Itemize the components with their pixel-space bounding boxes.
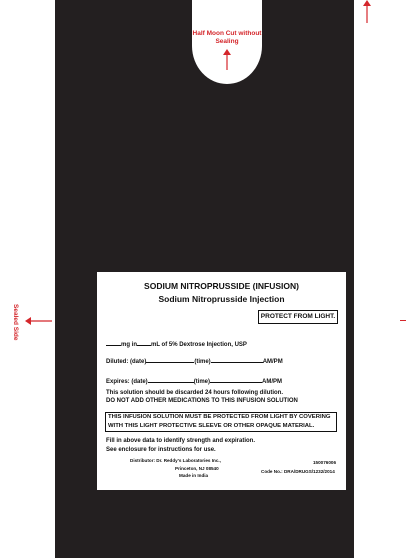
no-add-note: DO NOT ADD OTHER MEDICATIONS TO THIS INFUSION SOLUTION: [106, 398, 298, 404]
enclosure-note: See enclosure for instructions for use.: [106, 447, 216, 453]
dose-mg-blank: [106, 339, 121, 346]
expires-time-blank: [210, 376, 262, 383]
expires-line: [106, 376, 282, 385]
label-subtitle: Sodium Nitroprusside Injection: [158, 294, 285, 304]
item-code: 150076006: [313, 460, 336, 465]
left-arrow-icon: [25, 316, 53, 326]
dose-ml-blank: [137, 339, 151, 346]
instruction-label: [97, 272, 346, 490]
mg-in-text: mg in: [121, 342, 137, 348]
half-moon-note: Half Moon Cut without Sealing: [192, 30, 262, 45]
fill-note: Fill in above data to identify strength and expiration.: [106, 438, 256, 444]
light-warning-box: [105, 412, 337, 432]
corner-up-arrow-icon: [361, 0, 373, 24]
expires-text: Expires: (date): [106, 379, 148, 385]
warning-line-1: THIS INFUSION SOLUTION MUST BE PROTECTED FROM LIGHT BY COVERING: [108, 414, 331, 420]
diluted-line: [106, 356, 283, 365]
dose-line: [106, 339, 247, 348]
made-in-text: Made in India: [179, 473, 209, 478]
diluted-text: Diluted: (date): [106, 359, 147, 365]
ml-text: mL of 5% Dextrose Injection, USP: [151, 342, 247, 348]
diluted-time-text: (time): [194, 359, 211, 365]
discard-note: This solution should be discarded 24 hours following dilution.: [106, 390, 284, 396]
distributor-city: Princeton, NJ 08540: [175, 466, 219, 471]
diluted-time-blank: [211, 356, 263, 363]
protect-from-light-box: PROTECT FROM LIGHT.: [258, 310, 338, 324]
diluted-ampm-text: AM/PM: [262, 359, 283, 365]
expires-time-text: (time): [193, 379, 211, 385]
sealed-side-label: Sealed Side: [12, 303, 19, 341]
warning-line-2: WITH THIS LIGHT PROTECTIVE SLEEVE OR OTHER OPAQUE MATERIAL.: [108, 422, 315, 429]
diluted-date-blank: [146, 356, 194, 363]
right-edge-marker: [400, 320, 406, 321]
code-number: Code No.: DRA/DRUGS/1232/2014: [261, 469, 335, 474]
expires-date-blank: [148, 376, 194, 383]
expires-ampm-text: AM/PM: [262, 379, 283, 385]
distributor-text: Distributor: Dr. Reddy's Laboratories Inc.,: [130, 458, 221, 463]
label-title: SODIUM NITROPRUSSIDE (INFUSION): [144, 281, 299, 291]
up-arrow-icon: [222, 49, 232, 71]
